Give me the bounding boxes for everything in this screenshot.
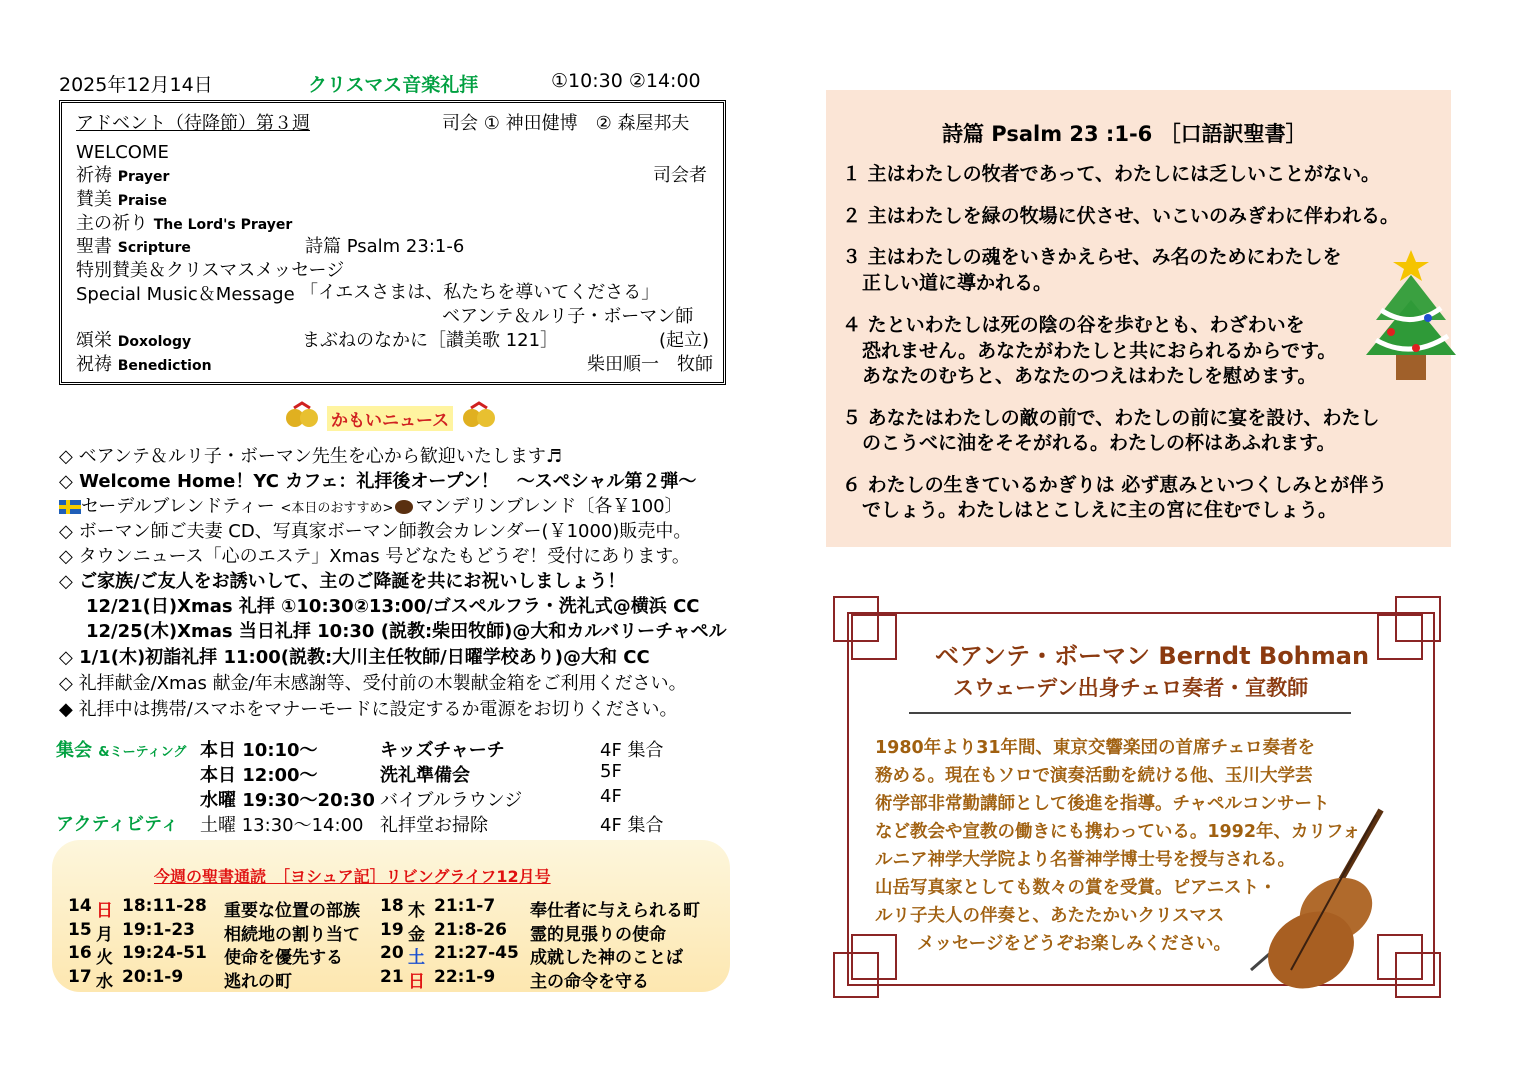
activities-label: アクティビティ [56, 814, 179, 835]
bells-icon [459, 400, 499, 436]
meeting-place: 5F [600, 761, 622, 782]
bio-line: 山岳写真家としても数々の賞を受賞。ピアニスト・ [875, 878, 1277, 898]
reading-w: 日 [408, 971, 425, 992]
benediction-item: 祝祷 Benediction [76, 354, 212, 375]
reading-d: 14 [68, 896, 92, 916]
prayer-leader: 司会者 [653, 165, 707, 186]
bells-icon [282, 400, 322, 436]
meeting-time: 水曜 19:30～20:30 [200, 790, 375, 811]
special-title: 「イエスさまは、私たちを導いてくださる」 [300, 282, 660, 303]
meeting-name: キッズチャーチ [380, 740, 505, 761]
psalm-verse: 正しい道に導かれる。 [862, 272, 1053, 294]
psalm-verse: １ 主はわたしの牧者であって、わたしには乏しいことがない。 [842, 163, 1381, 185]
psalm-title: 詩篇 Psalm 23 :1-6 ［口語訳聖書］ [942, 122, 1307, 146]
psalm-verse: のこうべに油をそそがれる。わたしの杯はあふれます。 [862, 432, 1336, 454]
psalm-verse: 恐れません。あなたがわたしと共におられるからです。 [862, 340, 1337, 362]
reading-d: 19 [380, 919, 404, 940]
news-item: 12/21(日)Xmas 礼拝 ①10:30②13:00/ゴスペルフラ・洗礼式@横浜 CC [86, 596, 700, 617]
bio-line: メッセージをどうぞお楽しみください。 [917, 934, 1231, 954]
meetings-label: 集会 &ミーティング [56, 740, 187, 761]
doxology-note: (起立) [659, 330, 710, 351]
reading-w: 水 [96, 971, 113, 992]
news-item: ◇ ボーマン師ご夫妻 CD、写真家ボーマン師教会カレンダー(￥1000)販売中。 [59, 521, 692, 542]
meeting-time: 土曜 13:30～14:00 [200, 815, 364, 836]
psalm-verse: あなたのむちと、あなたのつえはわたしを慰めます。 [862, 365, 1317, 387]
service-times: ①10:30 ②14:00 [551, 70, 701, 92]
meeting-name: 礼拝堂お掃除 [380, 815, 488, 836]
reading-t: 相続地の割り当て [224, 924, 360, 945]
news-item: ◇ タウンニュース「心のエステ」Xmas 号どなたもどうぞ！受付にあります。 [59, 546, 690, 567]
news-item: ◇ ご家族/ご友人をお誘いして、主のご降誕を共にお祝いしましょう！ [59, 571, 626, 592]
reading-ref: 22:1-9 [434, 966, 496, 987]
reading-d: 17 [68, 966, 92, 987]
news-title: かもいニュース [327, 406, 453, 431]
psalm-verse: でしょう。わたしはとこしえに主の宮に住むでしょう。 [862, 499, 1338, 521]
reading-ref: 19:1-23 [122, 919, 195, 940]
psalm-verse: ６ わたしの生きているかぎりは 必ず恵みといつくしみとが伴う [842, 474, 1388, 496]
reading-w: 木 [408, 901, 425, 921]
doxology-song: まぶねのなかに［讃美歌 121］ [302, 330, 559, 351]
bio-line: など教会や宣教の働きにも携わっている。1992年、カリフォ [875, 822, 1361, 842]
coffee-bean-icon [395, 500, 413, 514]
reading-ref: 18:11-28 [122, 896, 207, 916]
psalm-panel [826, 90, 1451, 547]
reading-title: 今週の聖書通読 ［ヨシュア記］リビングライフ12月号 [154, 867, 551, 886]
meeting-time: 本日 12:00～ [200, 765, 318, 786]
reading-d: 15 [68, 919, 92, 940]
host-names: 司会 ① 神田健博 ② 森屋邦夫 [442, 113, 690, 134]
news-item-cafe: セーデルブレンドティー <本日のおすすめ> マンデリンブレンド〔各￥100〕 [59, 494, 683, 521]
welcome: WELCOME [76, 142, 169, 163]
lords-prayer-item: 主の祈り The Lord's Prayer [76, 213, 293, 234]
special-item-en: Special Music＆Message [76, 284, 295, 305]
meeting-place: 4F 集合 [600, 740, 664, 761]
prayer-item: 祈祷 Prayer [76, 165, 170, 186]
special-speaker: ベアンテ＆ルリ子・ボーマン師 [442, 306, 694, 327]
service-date: 2025年12月14日 [59, 74, 213, 96]
meeting-time: 本日 10:10～ [200, 740, 318, 761]
psalm-verse: ５ あなたはわたしの敵の前で、わたしの前に宴を設け、わたし [842, 407, 1380, 429]
reading-d: 16 [68, 943, 92, 963]
bio-line: 務める。現在もソロで演奏活動を続ける他、玉川大学芸 [875, 766, 1313, 786]
reading-ref: 20:1-9 [122, 966, 184, 987]
news-item: ◇ 礼拝献金/Xmas 献金/年末感謝等、受付前の木製献金箱をご利用ください。 [59, 673, 687, 694]
reading-t: 逃れの町 [224, 971, 292, 992]
bio-line: 術学部非常勤講師として後進を指導。チャペルコンサート [875, 794, 1330, 814]
bio-line: ルリ子夫人の伴奏と、あたたかいクリスマス [875, 906, 1225, 926]
news-item: ◇ Welcome Home！YC カフェ：礼拝後オープン！ ～スペシャル第２弾～ [59, 471, 697, 492]
divider [909, 712, 1351, 714]
news-item: ◆ 礼拝中は携帯/スマホをマナーモードに設定するか電源をお切りください。 [59, 699, 678, 720]
bohman-subtitle: スウェーデン出身チェロ奏者・宣教師 [953, 676, 1309, 700]
reading-w: 月 [96, 924, 113, 945]
reading-ref: 19:24-51 [122, 943, 207, 963]
reading-t: 主の命令を守る [530, 971, 649, 992]
psalm-verse: ４ たといわたしは死の陰の谷を歩むとも、わざわいを [842, 314, 1305, 336]
service-title: クリスマス音楽礼拝 [308, 74, 479, 96]
bio-line: ルニア神学大学院より名誉神学博士号を授与される。 [875, 850, 1295, 870]
scripture-ref: 詩篇 Psalm 23:1-6 [305, 236, 465, 257]
scripture-item: 聖書 Scripture [76, 236, 191, 257]
doxology-item: 頌栄 Doxology [76, 330, 192, 351]
reading-t: 霊的見張りの使命 [530, 924, 666, 945]
meeting-place: 4F [600, 786, 622, 807]
reading-w: 土 [408, 948, 425, 968]
reading-t: 奉仕者に与えられる町 [530, 901, 700, 921]
reading-d: 20 [380, 943, 404, 963]
news-item: ◇ 1/1(木)初詣礼拝 11:00(説教:大川主任牧師/日曜学校あり)@大和 CC [59, 647, 650, 668]
advent-week: アドベント（待降節）第３週 [76, 113, 310, 134]
reading-t: 使命を優先する [224, 948, 343, 968]
news-item: 12/25(木)Xmas 当日礼拝 10:30 (説教:柴田牧師)@大和カルバリーチャペル [86, 621, 727, 642]
sweden-flag-icon [59, 500, 81, 514]
psalm-verse: ３ 主はわたしの魂をいきかえらせ、み名のためにわたしを [842, 246, 1342, 268]
reading-ref: 21:27-45 [434, 943, 519, 963]
meeting-place: 4F 集合 [600, 815, 664, 836]
reading-d: 21 [380, 966, 404, 987]
reading-w: 金 [408, 924, 425, 945]
bio-line: 1980年より31年間、東京交響楽団の首席チェロ奏者を [875, 738, 1316, 758]
reading-t: 成就した神のことば [530, 948, 683, 968]
special-item: 特別賛美＆クリスマスメッセージ [76, 260, 345, 281]
reading-d: 18 [380, 896, 404, 916]
psalm-verse: ２ 主はわたしを緑の牧場に伏させ、いこいのみぎわに伴われる。 [842, 205, 1400, 227]
benediction-pastor: 柴田順一 牧師 [587, 354, 713, 375]
reading-ref: 21:8-26 [434, 919, 507, 940]
bohman-profile [847, 612, 1435, 986]
meeting-name: バイブルラウンジ [380, 790, 523, 811]
praise-item: 賛美 Praise [76, 189, 167, 210]
reading-w: 火 [96, 948, 113, 968]
order-of-worship [59, 100, 726, 385]
news-item: ◇ ベアンテ＆ルリ子・ボーマン先生を心から歓迎いたします♬ [59, 446, 562, 467]
cello-icon [1241, 800, 1421, 1004]
meeting-name: 洗礼準備会 [380, 765, 470, 786]
reading-t: 重要な位置の部族 [224, 901, 360, 921]
christmas-tree-icon [1356, 240, 1466, 394]
bohman-name: ベアンテ・ボーマン Berndt Bohman [935, 642, 1370, 670]
reading-w: 日 [96, 901, 113, 921]
reading-ref: 21:1-7 [434, 896, 496, 916]
